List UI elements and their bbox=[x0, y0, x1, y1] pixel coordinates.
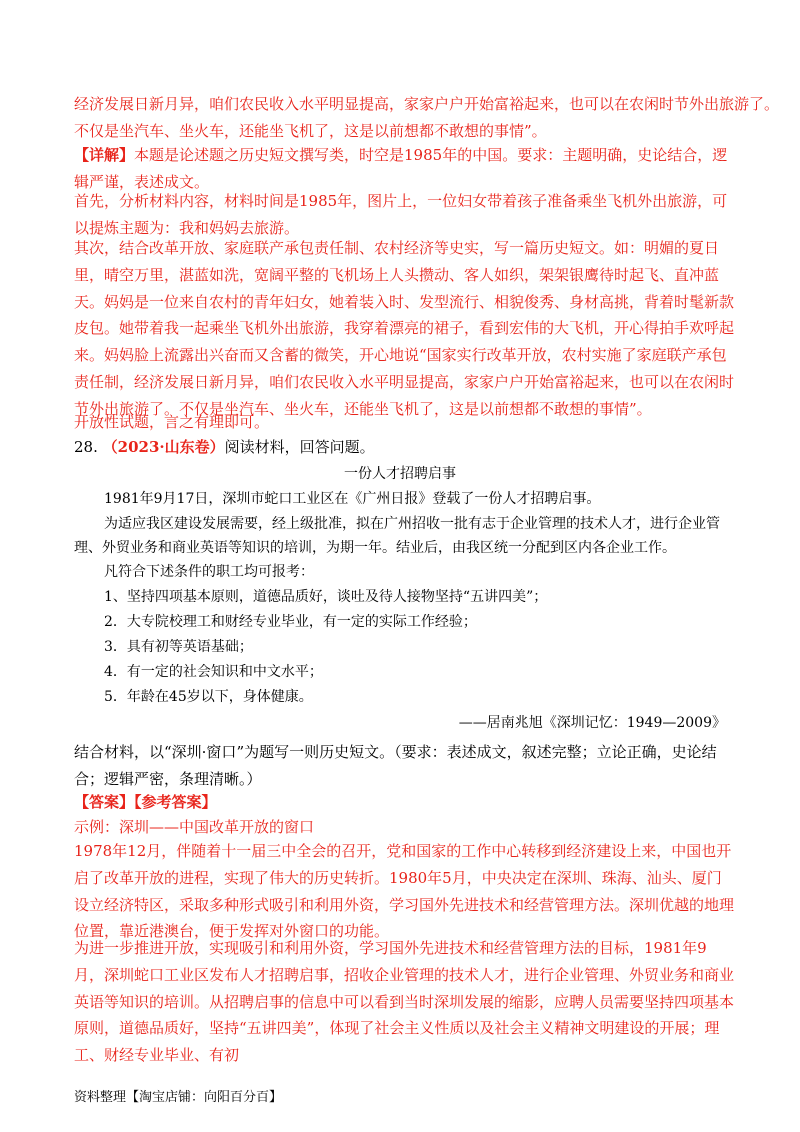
quote-paragraph-2a: 为适应我区建设发展需要，经上级批准，拟在广州招收一批有志于企业管理的技术人才，进行企业管 bbox=[104, 516, 720, 532]
condition-item: 2．大专院校理工和财经专业毕业，有一定的实际工作经验； bbox=[104, 614, 477, 630]
detail-first-paragraph: 首先，分析材料内容，材料时间是1985年，图片上，一位妇女带着孩子准备乘坐飞机外出旅游，可以提炼主题为：我和妈妈去旅游。 bbox=[74, 192, 728, 237]
answer-example-title: 示例：深圳——中国改革开放的窗口 bbox=[74, 818, 315, 836]
detail-text: 本题是论述题之历史短文撰写类，时空是1985年的中国。要求：主题明确，史论结合，逻辑严谨，表述成文。 bbox=[74, 146, 728, 191]
prev-answer-line-2: 不仅是坐汽车、坐火车，还能坐飞机了，这是以前想都不敢想的事情”。 bbox=[74, 122, 547, 140]
question-source: （2023·山东卷） bbox=[102, 438, 225, 456]
quote-paragraph-1: 1981年9月17日，深圳市蛇口工业区在《广州日报》登载了一份人才招聘启事。 bbox=[104, 491, 601, 507]
answer-paragraph-1: 1978年12月，伴随着十一届三中全会的召开，党和国家的工作中心转移到经济建设上来，中国也开启了改革开放的进程，实现了伟大的历史转折。1980年5月，中央决定在深圳、珠海、汕头、厦门设立经济特区，采取多种形式吸引和利用外资，学习国外先进技术和经营管理方法。深圳优越的地理位置，靠近港澳台，便于发挥对外窗口的功能。 bbox=[74, 842, 735, 941]
quote-paragraph-3: 凡符合下述条件的职工均可报考： bbox=[104, 564, 314, 580]
page-footer: 资料整理【淘宝店铺：向阳百分百】 bbox=[74, 1090, 283, 1105]
condition-item: 5．年龄在45岁以下，身体健康。 bbox=[104, 689, 313, 705]
quote-paragraph-2b: 理、外贸业务和商业英语等知识的培训，为期一年。结业后，由我区统一分配到区内各企业工作。 bbox=[74, 540, 676, 556]
quote-citation: ——居南兆旭《深圳记忆：1949—2009》 bbox=[458, 715, 726, 731]
question-task: 结合材料，以“深圳·窗口”为题写一则历史短文。（要求：表述成文，叙述完整；立论正确，史论结合；逻辑严密，条理清晰。） bbox=[74, 743, 717, 788]
quote-title: 一份人才招聘启事 bbox=[344, 466, 456, 482]
condition-item: 3．具有初等英语基础； bbox=[104, 639, 253, 655]
detail-tag: 【详解】 bbox=[74, 146, 135, 164]
condition-item: 4．有一定的社会知识和中文水平； bbox=[104, 664, 323, 680]
answer-tag: 【答案】【参考答案】 bbox=[74, 793, 217, 811]
prev-answer-line-1: 经济发展日新月异，咱们农民收入水平明显提高，家家户户开始富裕起来，也可以在农闲时节外出旅游了。 bbox=[74, 95, 780, 113]
answer-paragraph-2: 为进一步推进开放，实现吸引和利用外资，学习国外先进技术和经营管理方法的目标，1981年9月，深圳蛇口工业区发布人才招聘启事，招收企业管理的技术人才，进行企业管理、外贸业务和商业英语等知识的培训。从招聘启事的信息中可以看到当时深圳发展的缩影，应聘人员需要坚持四项基本原则，道德品质好，坚持“五讲四美”，体现了社会主义性质以及社会主义精神文明建设的开展；理工、财经专业毕业、有初 bbox=[74, 939, 735, 1065]
question-prompt: 阅读材料，回答问题。 bbox=[224, 438, 375, 456]
question-header bbox=[74, 436, 375, 458]
question-number: 28. bbox=[74, 438, 98, 456]
detail-open-note: 开放性试题，言之有理即可。 bbox=[74, 413, 270, 431]
detail-second-paragraph: 其次，结合改革开放、家庭联产承包责任制、农村经济等史实，写一篇历史短文。如：明媚的夏日里，晴空万里，湛蓝如洗，宽阔平整的飞机场上人头攒动、客人如织，架架银鹰待时起飞、直冲蓝天。妈妈是一位来自农村的青年妇女，她着装入时、发型流行、相貌俊秀、身材高挑，背着时髦新款皮包。她带着我一起乘坐飞机外出旅游，我穿着漂亮的裙子，看到宏伟的大飞机，开心得拍手欢呼起来。妈妈脸上流露出兴奋而又含蓄的微笑，开心地说“国家实行改革开放，农村实施了家庭联产承包责任制，经济发展日新月异，咱们农民收入水平明显提高，家家户户开始富裕起来，也可以在农闲时节外出旅游了。不仅是坐汽车、坐火车，还能坐飞机了，这是以前想都不敢想的事情”。 bbox=[74, 239, 735, 418]
condition-item: 1、坚持四项基本原则，道德品质好，谈吐及待人接物坚持“五讲四美”； bbox=[104, 589, 548, 605]
